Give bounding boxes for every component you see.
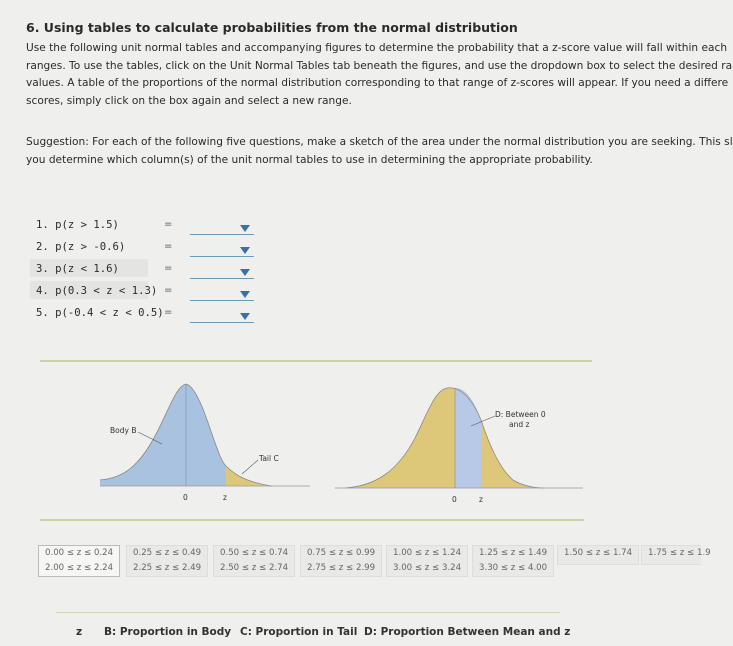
page-title: 6. Using tables to calculate probabilities from the normal distribution <box>26 20 518 35</box>
chevron-down-icon <box>240 313 250 320</box>
instructions-line: ranges. To use the tables, click on the Unit Normal Tables tab beneath the figures, and use the dropdown box to select the desired ra <box>26 59 733 72</box>
question-5 <box>36 304 164 322</box>
zero-label: 0 <box>183 493 188 502</box>
question-number: 4. <box>36 285 49 297</box>
between-label-line-1: D: Between 0 <box>495 410 546 419</box>
range-tab-label: 1.50 ≤ z ≤ 1.74 <box>564 548 633 558</box>
range-tab-label: 0.25 ≤ z ≤ 0.49 <box>133 548 202 558</box>
question-number: 2. <box>36 241 49 253</box>
between-label-line-2: and z <box>509 420 530 429</box>
zero-label: 0 <box>452 495 457 504</box>
z-label: z <box>479 495 483 504</box>
range-tab-label: 0.50 ≤ z ≤ 0.74 <box>220 548 289 558</box>
between-figure <box>335 376 585 506</box>
tail-pointer <box>242 460 258 474</box>
range-tab-label: 1.75 ≤ z ≤ 1.9 <box>648 548 711 558</box>
question-4 <box>36 282 157 300</box>
question-2 <box>36 238 125 256</box>
answer-dropdown-4[interactable] <box>190 286 254 301</box>
question-expression: p(z > 1.5) <box>55 219 119 231</box>
range-tab-5[interactable] <box>472 545 554 577</box>
equals-sign: = <box>164 263 173 274</box>
table-header-tail: C: Proportion in Tail <box>240 626 358 638</box>
instructions-line: scores, simply click on the box again and select a new range. <box>26 94 352 107</box>
range-tab-7[interactable] <box>641 545 711 565</box>
equals-sign: = <box>164 285 173 296</box>
divider <box>40 360 592 362</box>
table-header-z: z <box>76 626 83 638</box>
left-tail-area <box>345 388 455 488</box>
range-tab-1[interactable] <box>126 545 208 577</box>
question-expression: p(z < 1.6) <box>55 263 119 275</box>
body-tail-figure <box>100 376 315 506</box>
question-expression: p(z > -0.6) <box>55 241 126 253</box>
suggestion-line: you determine which column(s) of the unit normal tables to use in determining the appropriate probability. <box>26 153 593 166</box>
body-area <box>100 384 226 486</box>
answer-dropdown-3[interactable] <box>190 264 254 279</box>
divider <box>40 519 584 521</box>
question-number: 1. <box>36 219 49 231</box>
question-1 <box>36 216 119 234</box>
range-tab-label: 0.75 ≤ z ≤ 0.99 <box>307 548 376 558</box>
tail-label: Tail C <box>259 454 279 463</box>
answer-dropdown-2[interactable] <box>190 242 254 257</box>
answer-dropdown-1[interactable] <box>190 220 254 235</box>
range-tab-3[interactable] <box>300 545 382 577</box>
body-label: Body B <box>110 426 137 435</box>
equals-sign: = <box>164 219 173 230</box>
suggestion-line: Suggestion: For each of the following five questions, make a sketch of the area under the normal distribution you are seeking. This sl <box>26 136 733 148</box>
chevron-down-icon <box>240 291 250 298</box>
question-expression: p(0.3 < z < 1.3) <box>55 285 158 297</box>
instructions <box>26 40 732 110</box>
range-tab-label: 3.30 ≤ z ≤ 4.00 <box>479 563 548 573</box>
range-tab-label: 1.25 ≤ z ≤ 1.49 <box>479 548 548 558</box>
question-number: 3. <box>36 263 49 275</box>
right-tail-area <box>481 420 545 488</box>
z-label: z <box>223 493 227 502</box>
equals-sign: = <box>164 307 173 318</box>
range-tab-label: 0.00 ≤ z ≤ 0.24 <box>45 548 114 558</box>
chevron-down-icon <box>240 247 250 254</box>
divider <box>56 612 560 613</box>
suggestion <box>26 134 733 169</box>
instructions-line: values. A table of the proportions of the normal distribution corresponding to that range of z-scores will appear. If you need a differe <box>26 77 729 89</box>
range-tab-label: 2.25 ≤ z ≤ 2.49 <box>133 563 202 573</box>
range-tab-label: 2.00 ≤ z ≤ 2.24 <box>45 563 114 573</box>
chevron-down-icon <box>240 225 250 232</box>
tail-area <box>226 466 272 486</box>
range-tab-2[interactable] <box>213 545 295 577</box>
question-number: 5. <box>36 307 49 319</box>
table-header-body: B: Proportion in Body <box>104 626 232 638</box>
range-tab-label: 1.00 ≤ z ≤ 1.24 <box>393 548 462 558</box>
equals-sign: = <box>164 241 173 252</box>
instructions-line: Use the following unit normal tables and accompanying figures to determine the probability that a z-score value will fall within each <box>26 42 728 54</box>
range-tab-label: 3.00 ≤ z ≤ 3.24 <box>393 563 462 573</box>
range-tab-0[interactable] <box>38 545 120 577</box>
between-area <box>455 388 481 488</box>
question-expression: p(-0.4 < z < 0.5) <box>55 307 164 319</box>
range-tab-label: 2.75 ≤ z ≤ 2.99 <box>307 563 376 573</box>
range-tab-4[interactable] <box>386 545 468 577</box>
chevron-down-icon <box>240 269 250 276</box>
range-tab-label: 2.50 ≤ z ≤ 2.74 <box>220 563 289 573</box>
answer-dropdown-5[interactable] <box>190 308 254 323</box>
question-3 <box>36 260 119 278</box>
range-tab-6[interactable] <box>557 545 639 565</box>
table-header-between: D: Proportion Between Mean and z <box>364 626 571 638</box>
